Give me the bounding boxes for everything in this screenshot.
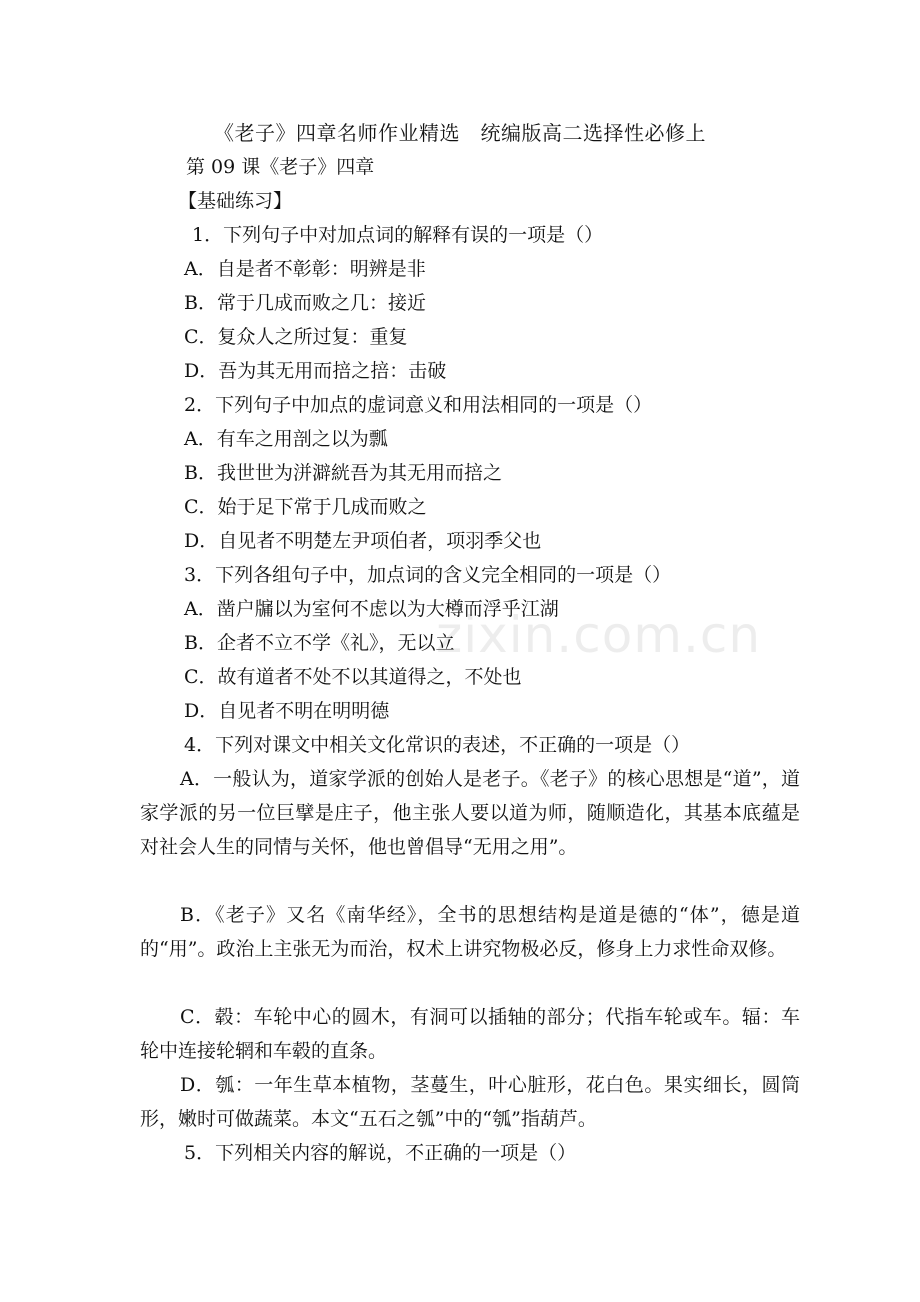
q1-option-d: D．吾为其无用而掊之掊：击破 <box>184 360 447 382</box>
q1-option-a: A．自是者不彰彰：明辨是非 <box>184 258 426 280</box>
q5-stem: 5．下列相关内容的解说，不正确的一项是（） <box>184 1142 577 1164</box>
q4-option-b: B．《老子》又名《南华经》，全书的思想结构是道是德的“体”，德是道的“用”。政治上主张无为而治，权术上讲究物极必反，修身上力求性命双修。 <box>140 904 800 960</box>
q1-stem: 1．下列句子中对加点词的解释有误的一项是（） <box>192 224 604 246</box>
q3-option-c: C．故有道者不处不以其道得之，不处也 <box>184 666 522 688</box>
q4-stem: 4．下列对课文中相关文化常识的表述，不正确的一项是（） <box>184 734 691 756</box>
q1-option-c: C．复众人之所过复：重复 <box>184 326 408 348</box>
document-title: 《老子》四章名师作业精选 统编版高二选择性必修上 <box>214 121 706 145</box>
watermark: zixin.com.cn <box>436 606 762 664</box>
lesson-heading: 第 09 课《老子》四章 <box>186 156 375 178</box>
q2-option-b: B．我世世为洴澼絖吾为其无用而掊之 <box>184 462 502 484</box>
q3-option-b: B．企者不立不学《礼》，无以立 <box>184 632 455 654</box>
q4-option-c: C．毂：车轮中心的圆木，有洞可以插轴的部分；代指车轮或车。辐：车轮中连接轮辋和车毂的直条。 <box>140 1006 800 1062</box>
q2-stem: 2．下列句子中加点的虚词意义和用法相同的一项是（） <box>184 394 653 416</box>
q3-option-a: A．凿户牖以为室何不虑以为大樽而浮乎江湖 <box>184 598 559 620</box>
q2-option-d: D．自见者不明楚左尹项伯者，项羽季父也 <box>184 530 542 552</box>
section-heading: 【基础练习】 <box>178 190 293 212</box>
q3-option-d: D．自见者不明在明明德 <box>184 700 390 722</box>
q4-option-a: A．一般认为，道家学派的创始人是老子。《老子》的核心思想是“道”，道家学派的另一位巨擘是庄子，他主张人要以道为师，随顺造化，其基本底蕴是对社会人生的同情与关怀，他也曾倡导“无用之用”。 <box>140 768 800 858</box>
q3-stem: 3．下列各组句子中，加点词的含义完全相同的一项是（） <box>184 564 672 586</box>
q2-option-c: C．始于足下常于几成而败之 <box>184 496 427 518</box>
q1-option-b: B．常于几成而败之几：接近 <box>184 292 426 314</box>
q2-option-a: A．有车之用剖之以为瓢 <box>184 428 388 450</box>
q4-option-d: D．瓠：一年生草本植物，茎蔓生，叶心脏形，花白色。果实细长，圆筒形，嫩时可做蔬菜。本文“五石之瓠”中的“瓠”指葫芦。 <box>140 1074 800 1130</box>
